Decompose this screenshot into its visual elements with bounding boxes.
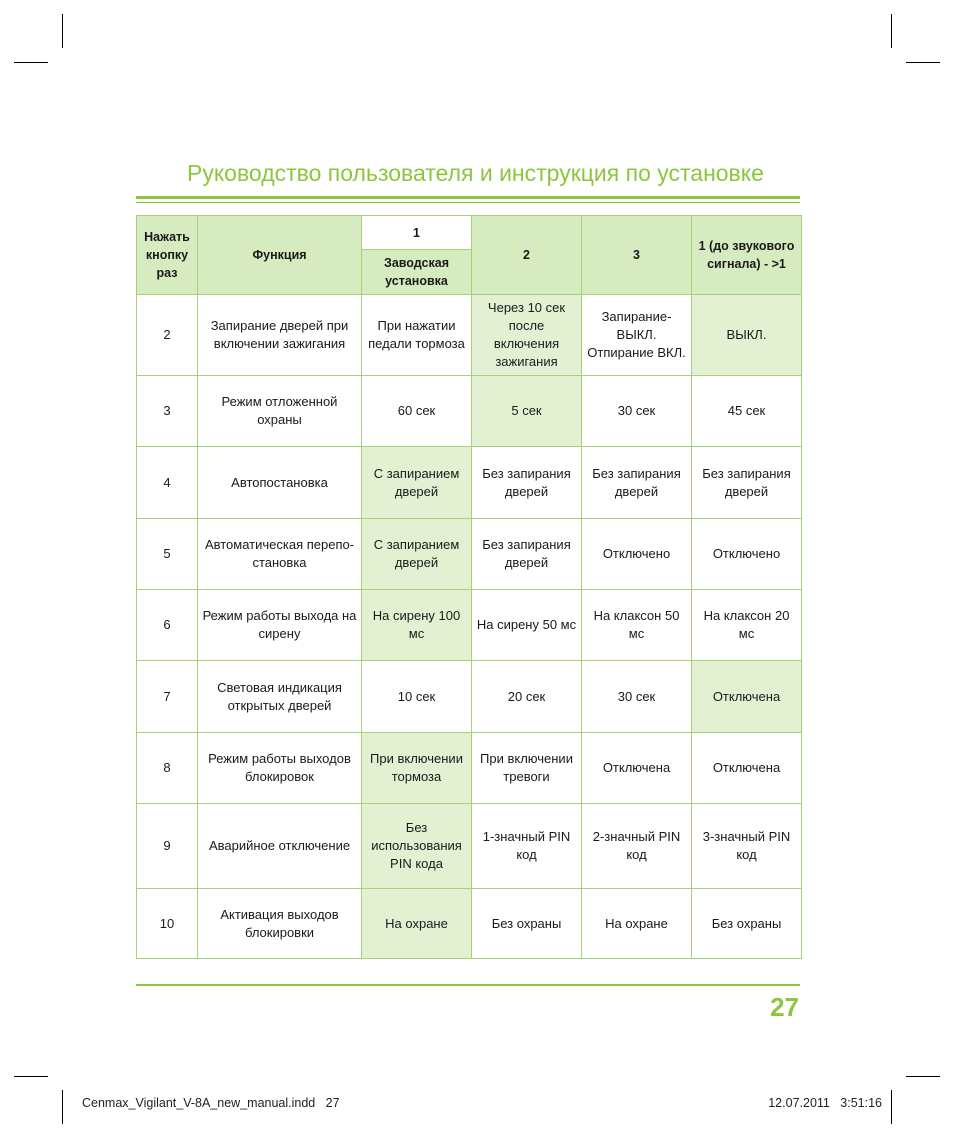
crop-mark	[14, 62, 48, 63]
cell-col4: Отключена	[692, 733, 802, 804]
cell-col1: С запиранием дверей	[362, 519, 472, 590]
row-function: Автоматическая перепо-становка	[198, 519, 362, 590]
cell-col1: Без использования PIN кода	[362, 804, 472, 889]
cell-col4: ВЫКЛ.	[692, 295, 802, 376]
table-row	[137, 590, 802, 661]
row-function: Запирание дверей при включении зажигания	[198, 295, 362, 376]
row-function: Световая индикация открытых дверей	[198, 661, 362, 733]
cell-col4: Без охраны	[692, 889, 802, 959]
header-function: Функция	[198, 216, 362, 295]
cell-col4: Отключено	[692, 519, 802, 590]
cell-col1: 60 сек	[362, 376, 472, 447]
row-function: Аварийное отключение	[198, 804, 362, 889]
row-number: 7	[137, 661, 198, 733]
row-number: 9	[137, 804, 198, 889]
crop-mark	[891, 1090, 892, 1124]
cell-col3: Запирание-ВЫКЛ. Отпирание ВКЛ.	[582, 295, 692, 376]
row-number: 4	[137, 447, 198, 519]
crop-mark	[62, 14, 63, 48]
row-number: 10	[137, 889, 198, 959]
table-row	[137, 295, 802, 376]
row-function: Режим работы выходов блокировок	[198, 733, 362, 804]
row-number: 8	[137, 733, 198, 804]
page-title: Руководство пользователя и инструкция по установке	[187, 160, 764, 186]
header-col1-factory: Заводская установка	[362, 250, 472, 295]
row-function: Режим работы выхода на сирену	[198, 590, 362, 661]
footer-timestamp: 12.07.2011 3:51:16	[768, 1096, 882, 1110]
cell-col2: На сирену 50 мс	[472, 590, 582, 661]
cell-col4: На клаксон 20 мс	[692, 590, 802, 661]
crop-mark	[906, 62, 940, 63]
page-number: 27	[770, 992, 799, 1022]
table-row	[137, 519, 802, 590]
cell-col3: Отключена	[582, 733, 692, 804]
cell-col4: Без запирания дверей	[692, 447, 802, 519]
cell-col1: На сирену 100 мс	[362, 590, 472, 661]
crop-mark	[906, 1076, 940, 1077]
header-col2: 2	[472, 216, 582, 295]
cell-col1: При включении тормоза	[362, 733, 472, 804]
cell-col1: 10 сек	[362, 661, 472, 733]
cell-col3: Без запирания дверей	[582, 447, 692, 519]
cell-col2: Через 10 сек после включения зажигания	[472, 295, 582, 376]
cell-col1: При нажатии педали тормоза	[362, 295, 472, 376]
footer-rule	[136, 984, 800, 986]
row-number: 6	[137, 590, 198, 661]
table-row	[137, 376, 802, 447]
cell-col4: 45 сек	[692, 376, 802, 447]
settings-table	[136, 215, 802, 959]
crop-mark	[891, 14, 892, 48]
footer-filename: Cenmax_Vigilant_V-8A_new_manual.indd 27	[82, 1096, 340, 1110]
crop-mark	[62, 1090, 63, 1124]
cell-col3: Отключено	[582, 519, 692, 590]
header-col1-number: 1	[362, 216, 472, 250]
row-number: 5	[137, 519, 198, 590]
row-function: Режим отложенной охраны	[198, 376, 362, 447]
cell-col3: 30 сек	[582, 376, 692, 447]
cell-col2: При включении тревоги	[472, 733, 582, 804]
cell-col3: На охране	[582, 889, 692, 959]
cell-col3: На клаксон 50 мс	[582, 590, 692, 661]
cell-col2: Без запирания дверей	[472, 447, 582, 519]
cell-col3: 30 сек	[582, 661, 692, 733]
cell-col1: С запиранием дверей	[362, 447, 472, 519]
cell-col2: 1-значный PIN код	[472, 804, 582, 889]
header-col4: 1 (до звукового сигнала) - >1	[692, 216, 802, 295]
cell-col2: 20 сек	[472, 661, 582, 733]
header-press: Нажать кнопку раз	[137, 216, 198, 295]
cell-col2: Без охраны	[472, 889, 582, 959]
row-number: 2	[137, 295, 198, 376]
title-rule	[136, 196, 800, 199]
row-function: Активация выходов блокировки	[198, 889, 362, 959]
cell-col2: Без запирания дверей	[472, 519, 582, 590]
cell-col4: 3-значный PIN код	[692, 804, 802, 889]
table-row	[137, 889, 802, 959]
crop-mark	[14, 1076, 48, 1077]
table-row	[137, 661, 802, 733]
cell-col2: 5 сек	[472, 376, 582, 447]
row-function: Автопостановка	[198, 447, 362, 519]
cell-col3: 2-значный PIN код	[582, 804, 692, 889]
cell-col1: На охране	[362, 889, 472, 959]
header-col3: 3	[582, 216, 692, 295]
cell-col4: Отключена	[692, 661, 802, 733]
row-number: 3	[137, 376, 198, 447]
table-row	[137, 733, 802, 804]
table-row	[137, 447, 802, 519]
title-rule-thin	[136, 202, 800, 203]
table-row	[137, 804, 802, 889]
